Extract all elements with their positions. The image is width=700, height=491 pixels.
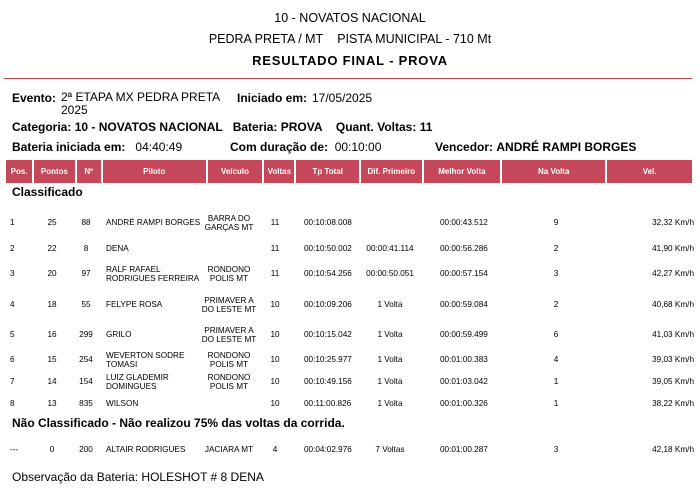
cell-veiculo: RONDONO POLIS MT — [207, 372, 251, 391]
vencedor: Vencedor: ANDRÉ RAMPI BORGES — [435, 140, 637, 154]
cell-pos: --- — [10, 445, 19, 455]
cell-dif-primeiro: 00:00:50.051 — [366, 269, 414, 279]
cell-veiculo: PRIMAVER A DO LESTE MT — [201, 325, 257, 344]
cell-veiculo: RONDONO POLIS MT — [207, 264, 251, 283]
col-header-pontos: Pontos — [34, 160, 74, 183]
table-row — [4, 350, 694, 370]
cell-tp-total: 00:04:02.976 — [304, 445, 352, 455]
duracao: Com duração de: 00:10:00 — [230, 140, 382, 154]
cell-tp-total: 00:10:09.206 — [304, 300, 352, 310]
cell-voltas: 4 — [272, 445, 278, 455]
cell-pos: 1 — [10, 218, 15, 228]
cell-voltas: 10 — [270, 330, 280, 340]
cell-vel: 42,18 Km/h — [652, 445, 694, 455]
cell-na-volta: 2 — [553, 300, 559, 310]
cell-vel: 41,03 Km/h — [652, 330, 694, 340]
cell-vel: 40,68 Km/h — [652, 300, 694, 310]
table-row — [4, 242, 694, 256]
location-line — [0, 32, 700, 46]
cell-pontos: 16 — [47, 330, 57, 340]
bateria-iniciada: Bateria iniciada em: 04:40:49 — [12, 140, 183, 154]
cell-pos: 8 — [10, 399, 15, 409]
cell-numero: 88 — [81, 218, 91, 228]
cell-dif-primeiro: 1 Volta — [377, 300, 403, 310]
cell-na-volta: 1 — [553, 377, 559, 387]
cell-vel: 39,05 Km/h — [652, 377, 694, 387]
cell-numero: 97 — [81, 269, 91, 279]
cell-voltas: 10 — [270, 300, 280, 310]
cell-veiculo: JACIARA MT — [204, 445, 254, 455]
cell-melhor-volta: 00:01:03.042 — [440, 377, 488, 387]
cell-na-volta: 1 — [553, 399, 559, 409]
cell-numero: 200 — [79, 445, 93, 455]
col-header-voltas: Voltas — [264, 160, 294, 183]
cell-pontos: 13 — [47, 399, 57, 409]
table-row — [4, 321, 694, 349]
table-row — [4, 372, 694, 392]
cell-voltas: 11 — [270, 269, 280, 279]
cell-numero: 835 — [79, 399, 93, 409]
cell-melhor-volta: 00:00:57.154 — [440, 269, 488, 279]
col-header-tp-total: Tp Total — [296, 160, 359, 183]
cell-pontos: 18 — [47, 300, 57, 310]
cell-veiculo: PRIMAVER A DO LESTE MT — [201, 295, 257, 314]
col-header-pos: Pos. — [6, 160, 32, 183]
category-heading: 10 - NOVATOS NACIONAL — [274, 11, 426, 25]
cell-na-volta: 3 — [553, 269, 559, 279]
cell-na-volta: 2 — [553, 244, 559, 254]
cell-numero: 299 — [79, 330, 93, 340]
location: PEDRA PRETA / MT — [208, 32, 324, 46]
cell-piloto: ALTAIR RODRIGUES — [106, 445, 186, 455]
iniciado-label: Iniciado em: — [237, 91, 308, 105]
cell-numero: 8 — [83, 244, 89, 254]
cell-tp-total: 00:11:00.826 — [304, 399, 352, 409]
col-header-vel: Vel. — [607, 160, 692, 183]
cell-piloto: FELYPE ROSA — [106, 300, 163, 310]
cell-melhor-volta: 00:00:59.084 — [440, 300, 488, 310]
cell-tp-total: 00:10:15.042 — [304, 330, 352, 340]
cell-melhor-volta: 00:01:00.326 — [440, 399, 488, 409]
cell-dif-primeiro — [356, 208, 424, 238]
cell-tp-total: 00:10:49.156 — [304, 377, 352, 387]
cell-piloto: GRILO — [106, 330, 132, 340]
col-header-melhor-volta: Melhor Volta — [424, 160, 501, 183]
cell-tp-total: 00:10:25.977 — [304, 355, 352, 365]
cell-dif-primeiro: 7 Voltas — [375, 445, 405, 455]
cell-na-volta: 3 — [553, 445, 559, 455]
cell-pontos: 25 — [47, 218, 57, 228]
table-header-row — [6, 160, 692, 183]
cell-dif-primeiro: 1 Volta — [377, 399, 403, 409]
voltas-value: 11 — [419, 120, 433, 134]
cell-pos: 2 — [10, 244, 15, 254]
cell-veiculo: RONDONO POLIS MT — [207, 350, 251, 369]
cell-dif-primeiro: 00:00:41.114 — [366, 244, 414, 254]
cell-voltas: 10 — [270, 399, 280, 409]
cell-piloto: LUIZ GLADEMIR DOMINGUES — [106, 372, 169, 391]
cell-piloto: DENA — [106, 244, 129, 254]
cell-melhor-volta: 00:00:43.512 — [440, 218, 488, 228]
cell-pontos: 0 — [49, 445, 55, 455]
col-header-numero: Nº — [77, 160, 101, 183]
cell-pos: 3 — [10, 269, 15, 279]
results-table — [4, 160, 694, 183]
cell-vel: 32,32 Km/h — [652, 218, 694, 228]
categoria-value: 10 - NOVATOS NACIONAL — [74, 120, 223, 134]
cell-vel: 39,03 Km/h — [652, 355, 694, 365]
cell-numero: 154 — [79, 377, 93, 387]
cell-pontos: 14 — [47, 377, 57, 387]
cell-numero: 254 — [79, 355, 93, 365]
evento-value: 2ª ETAPA MX PEDRA PRETA 2025 — [61, 90, 220, 117]
cell-veiculo — [200, 242, 258, 256]
cell-veiculo: BARRA DO GARÇAS MT — [204, 213, 254, 232]
cell-dif-primeiro: 1 Volta — [377, 330, 403, 340]
evento-label: Evento: — [12, 91, 57, 105]
table-row — [4, 208, 694, 238]
col-header-dif-primeiro: Dif. Primeiro — [361, 160, 422, 183]
cell-melhor-volta: 00:00:56.286 — [440, 244, 488, 254]
categoria-row: Categoria: 10 - NOVATOS NACIONAL Bateria: PROVA Quant. Voltas: 11 — [12, 120, 433, 134]
col-header-veiculo: Veículo — [208, 160, 262, 183]
cell-vel: 42,27 Km/h — [652, 269, 694, 279]
cell-voltas: 11 — [270, 218, 280, 228]
table-row — [4, 259, 694, 289]
cell-piloto: WILSON — [106, 399, 139, 409]
cell-pos: 4 — [10, 300, 15, 310]
observacao: Observação da Bateria: HOLESHOT # 8 DENA — [12, 470, 264, 484]
iniciado-value: 17/05/2025 — [312, 91, 373, 105]
cell-na-volta: 4 — [553, 355, 559, 365]
track: PISTA MUNICIPAL - 710 Mt — [337, 32, 492, 46]
cell-pontos: 20 — [47, 269, 57, 279]
cell-veiculo — [200, 397, 258, 411]
cell-melhor-volta: 00:01:00.287 — [440, 445, 488, 455]
cell-vel: 41,90 Km/h — [652, 244, 694, 254]
cell-pos: 5 — [10, 330, 15, 340]
col-header-na-volta: Na Volta — [502, 160, 605, 183]
cell-dif-primeiro: 1 Volta — [377, 355, 403, 365]
cell-piloto: ANDRÉ RAMPI BORGES — [106, 218, 201, 228]
col-header-piloto: Piloto — [103, 160, 206, 183]
cell-melhor-volta: 00:01:00.383 — [440, 355, 488, 365]
cell-melhor-volta: 00:00:59.499 — [440, 330, 488, 340]
header-divider — [4, 78, 692, 79]
bateria-value: PROVA — [280, 120, 323, 134]
cell-vel: 38,22 Km/h — [652, 399, 694, 409]
table-row — [4, 291, 694, 319]
cell-pontos: 15 — [47, 355, 57, 365]
cell-pos: 6 — [10, 355, 15, 365]
cell-tp-total: 00:10:54.256 — [304, 269, 352, 279]
cell-voltas: 10 — [270, 355, 280, 365]
cell-tp-total: 00:10:08.008 — [304, 218, 352, 228]
cell-piloto: RALF RAFAEL RODRIGUES FERREIRA — [106, 264, 200, 283]
cell-pontos: 22 — [47, 244, 57, 254]
cell-voltas: 11 — [270, 244, 280, 254]
cell-na-volta: 9 — [553, 218, 559, 228]
cell-numero: 55 — [81, 300, 91, 310]
table-row — [4, 397, 694, 411]
classified-heading: Classificado — [12, 185, 83, 199]
cell-voltas: 10 — [270, 377, 280, 387]
cell-dif-primeiro: 1 Volta — [377, 377, 403, 387]
page-title: RESULTADO FINAL - PROVA — [252, 53, 448, 68]
cell-na-volta: 6 — [553, 330, 559, 340]
table-row-not-classified — [4, 439, 694, 461]
not-classified-heading: Não Classificado - Não realizou 75% das voltas da corrida. — [12, 416, 345, 430]
cell-pos: 7 — [10, 377, 15, 387]
cell-tp-total: 00:10:50.002 — [304, 244, 352, 254]
cell-piloto: WEVERTON SODRE TOMASI — [106, 350, 185, 369]
